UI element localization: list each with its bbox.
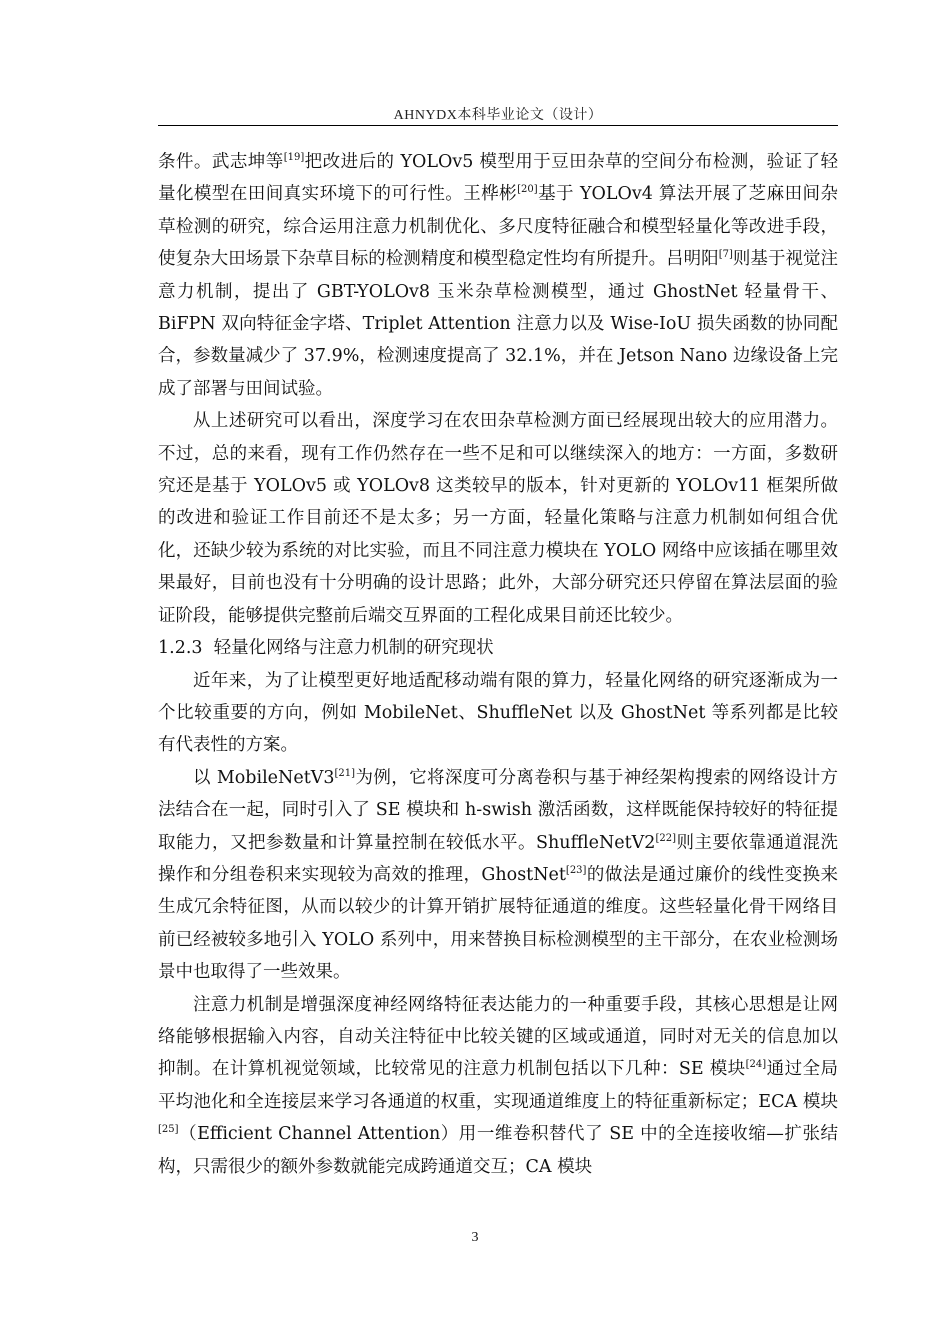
text-run: 近年来，为了让模型更好地适配移动端有限的算力，轻量化网络的研究逐渐成为一个比较重要的方向，例如 MobileNet、ShuffleNet 以及 GhostNet 等系列都是比较有代表性的方案。 bbox=[158, 670, 838, 756]
citation-marker: [19] bbox=[283, 152, 305, 163]
paragraphs-before-heading bbox=[158, 146, 838, 632]
text-run: 注意力机制是增强深度神经网络特征表达能力的一种重要手段，其核心思想是让网络能够根据输入内容，自动关注特征中比较关键的区域或通道，同时对无关的信息加以抑制。在计算机视觉领域，比较常见的注意力机制包括以下几种：SE 模块 bbox=[158, 994, 838, 1080]
section-title: 轻量化网络与注意力机制的研究现状 bbox=[213, 638, 494, 659]
section-heading bbox=[158, 632, 838, 664]
running-header: AHNYDX本科毕业论文（设计） bbox=[393, 108, 603, 123]
paragraph bbox=[158, 665, 838, 762]
section-number: 1.2.3 bbox=[158, 638, 203, 659]
citation-marker: [25] bbox=[158, 1124, 179, 1136]
text-run: 从上述研究可以看出，深度学习在农田杂草检测方面已经展现出较大的应用潜力。不过，总的来看，现有工作仍然存在一些不足和可以继续深入的地方：一方面，多数研究还是基于 YOLOv5 或 YOLOv8 这类较早的版本，针对更新的 YOLOv11 框架所做的改进和验证工作目前还不是太多；另一方面，轻量化策略与注意力机制如何组合优化，还缺少较为系统的对比实验，而且不同注意力模块在 YOLO 网络中应该插在哪里效果最好，目前也没有十分明确的设计思路；此外，大部分研究还只停留在算法层面的验证阶段，能够提供完整前后端交互界面的工程化成果目前还比较少。 bbox=[158, 411, 838, 626]
text-run: 为例，它将深度可分离卷积与基于神经架构搜索的网络设计方法结合在一起，同时引入了 SE 模块和 h-swish 激活函数，这样既能保持较好的特征提取能力，又把参数量和计算量控制在较低水平。ShuffleNetV2 bbox=[158, 767, 839, 853]
paragraph bbox=[158, 989, 838, 1183]
text-run: （Efficient Channel Attention）用一维卷积替代了 SE 中的全连接收缩—扩张结构，只需很少的额外参数就能完成跨通道交互；CA 模块 bbox=[158, 1124, 838, 1177]
citation-marker: [22] bbox=[655, 832, 676, 844]
text-run: 把改进后的 YOLOv5 模型用于豆田杂草的空间分布检测，验证了轻量化模型在田间真实环境下的可行性。王桦彬 bbox=[158, 152, 839, 205]
text-run: 通过全局平均池化和全连接层来学习各通道的权重，实现通道维度上的特征重新标定；ECA 模块 bbox=[158, 1059, 839, 1112]
paragraph bbox=[158, 146, 838, 405]
header-rule bbox=[158, 125, 838, 126]
citation-marker: [23] bbox=[565, 864, 587, 876]
paragraph bbox=[158, 762, 838, 989]
paragraph bbox=[158, 405, 838, 632]
citation-marker: [24] bbox=[745, 1059, 767, 1071]
text-run: 以 MobileNetV3 bbox=[193, 767, 335, 788]
citation-marker: [20] bbox=[517, 184, 538, 196]
citation-marker: [21] bbox=[334, 767, 356, 779]
body-text bbox=[158, 146, 838, 1183]
paragraphs-after-heading bbox=[158, 665, 838, 1184]
text-run: 则基于视觉注意力机制，提出了 GBT-YOLOv8 玉米杂草检测模型，通过 GhostNet 轻量骨干、BiFPN 双向特征金字塔、Triplet Attention 注意力以及 Wise-IoU 损失函数的协同配合，参数量减少了 37.9%，检测速度提高了 32.1%，并在 Jetson Nano 边缘设备上完成了部署与田间试验。 bbox=[158, 249, 839, 399]
page-number: 3 bbox=[471, 1230, 479, 1245]
text-run: 则主要依靠通道混洗操作和分组卷积来实现较为高效的推理，GhostNet bbox=[158, 832, 839, 885]
text-run: 的做法是通过廉价的线性变换来生成冗余特征图，从而以较少的计算开销扩展特征通道的维度。这些轻量化骨干网络目前已经被较多地引入 YOLO 系列中，用来替换目标检测模型的主干部分，在农业检测场景中也取得了一些效果。 bbox=[158, 864, 839, 983]
text-run: 条件。武志坤等 bbox=[158, 152, 284, 172]
citation-marker: [7] bbox=[718, 249, 733, 261]
text-run: 基于 YOLOv4 算法开展了芝麻田间杂草检测的研究，综合运用注意力机制优化、多尺度特征融合和模型轻量化等改进手段，使复杂大田场景下杂草目标的检测精度和模型稳定性均有所提升。吕明阳 bbox=[158, 184, 839, 270]
